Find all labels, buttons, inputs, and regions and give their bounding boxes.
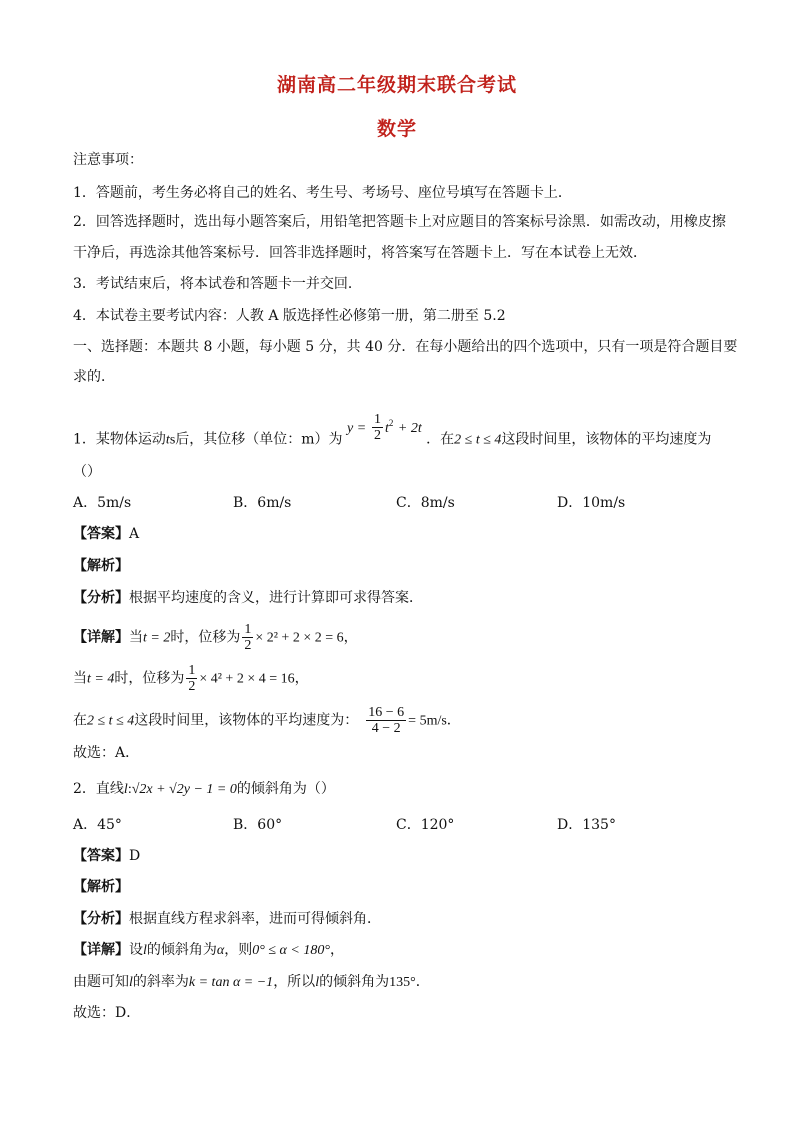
detail-step-1: 【详解】设l的倾斜角为α，则0° ≤ α < 180°， [73,942,344,958]
option-c: C．8m/s [396,495,455,511]
detail-step-1: 【详解】当t = 2时，位移为 $\frac{1}{2}$ × 2² + 2 × 2 = 6， [73,622,358,653]
option-a: A．5m/s [73,495,132,511]
analysis-label: 【解析】 [73,558,129,574]
analysis-summary: 【分析】根据直线方程求斜率，进而可得倾斜角． [73,911,381,927]
section-heading-cont: 求的． [73,369,115,385]
fraction: $\frac{1}{2}$ [374,412,382,443]
option-b: B．6m/s [233,495,292,511]
detail-step-2: 由题可知l的斜率为k = tan α = −1，所以l的倾斜角为135°． [73,974,430,990]
notes-heading: 注意事项： [73,152,143,168]
section-heading: 一、选择题：本题共 8 小题，每小题 5 分，共 40 分．在每小题给出的四个选项中，只有一项是符合题目要 [73,339,738,355]
analysis-label: 【解析】 [73,879,129,895]
note-item: 3．考试结束后，将本试卷和答题卡一并交回． [73,276,362,292]
exam-title: 湖南高二年级期末联合考试 [276,74,517,96]
answer-line: 【答案】A [73,526,140,542]
displacement-formula: y = $\frac{1}{2}$ $t^2 + 2t$ [347,412,422,443]
note-item: 干净后，再选涂其他答案标号．回答非选择题时，将答案写在答题卡上．写在本试卷上无效． [73,245,647,261]
answer-line: 【答案】D [73,848,141,864]
conclusion: 故选：D． [73,1005,141,1021]
note-item: 4．本试卷主要考试内容：人教 A 版选择性必修第一册，第二册至 5.2 [73,308,506,324]
question-1-stem: 1．某物体运动ts后，其位移（单位：m）为 y = $\frac{1}{2}$ $t^2 + 2t$ ．在2 ≤ t ≤ 4这段时间里，该物体的平均速度为 [73,412,712,448]
note-item: 2．回答选择题时，选出每小题答案后，用铅笔把答题卡上对应题目的答案标号涂黑．如需改动，用橡皮擦 [73,214,726,230]
note-item: 1．答题前，考生务必将自己的姓名、考生号、考场号、座位号填写在答题卡上． [73,185,572,201]
conclusion: 故选：A． [73,745,140,761]
option-c: C．120° [396,817,455,833]
question-1-paren: （） [73,464,101,480]
option-a: A．45° [73,817,122,833]
subject-title: 数学 [376,118,417,140]
detail-step-2: 当t = 4时，位移为 $\frac{1}{2}$ × 4² + 2 × 4 = 16， [73,663,309,694]
option-d: D．135° [557,817,616,833]
analysis-summary: 【分析】根据平均速度的含义，进行计算即可求得答案． [73,590,423,606]
option-d: D．10m/s [557,495,626,511]
detail-step-3: 在2 ≤ t ≤ 4这段时间里，该物体的平均速度为： $\frac{16 - 6}{4 - 2}$ = 5m/s． [73,705,461,736]
question-2-stem: 2．直线l:√2x + √2y − 1 = 0的倾斜角为（） [73,781,335,797]
option-b: B．60° [233,817,283,833]
